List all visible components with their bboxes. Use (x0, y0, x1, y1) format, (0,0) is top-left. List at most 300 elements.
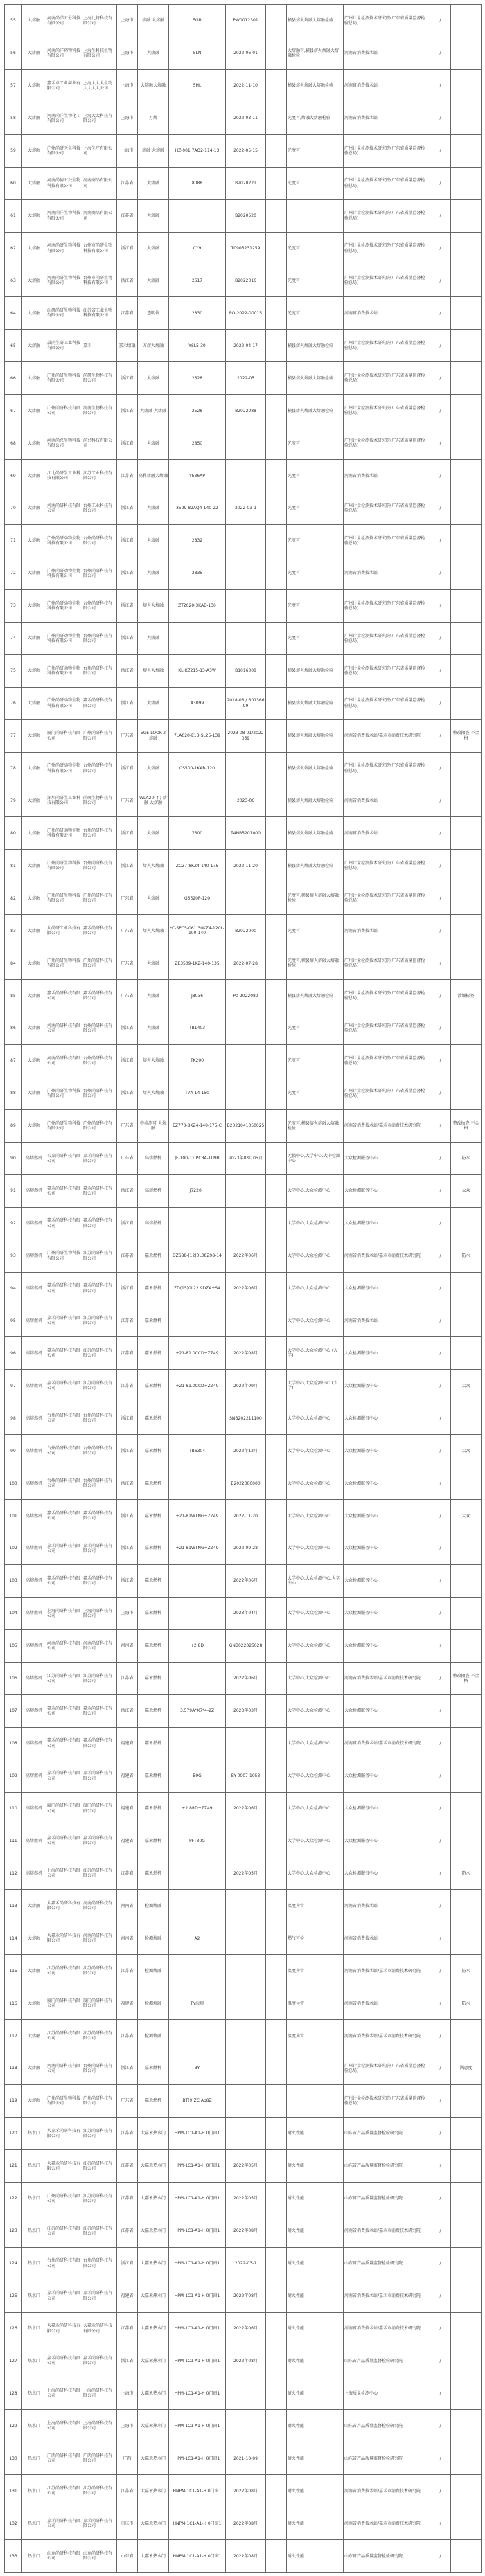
cell-agency: 河南省消费技术站/嘉禾市消费技术研究院 (344, 2280, 430, 2312)
cell-agency: 广州计量检测技术研究院(广东省质量监督检验总局) (344, 1012, 430, 1045)
cell-product-name: 大熔融 (138, 1012, 169, 1045)
table-row (5, 1305, 482, 1337)
cell-manufacturer: 河南尚研生物科技有限公司 (46, 265, 82, 297)
cell-result: / (430, 2149, 451, 2182)
cell-seq: 75 (5, 654, 22, 687)
table-row (5, 1370, 482, 1402)
cell-result: / (430, 167, 451, 199)
cell-seq: 94 (5, 1272, 22, 1305)
cell-category: 高熔燃机 (22, 1532, 46, 1565)
cell-remark: 防水 (451, 1142, 482, 1174)
cell-province: 上海市 (117, 2410, 138, 2442)
cell-category: 高熔燃机 (22, 1727, 46, 1760)
cell-item: 光度可 (287, 557, 344, 589)
cell-product-name: 嘉禾燃机 (138, 1272, 169, 1305)
cell-model: HNPM-1C1-A1-H 0门窗1 (169, 2475, 226, 2507)
cell-seq: 62 (5, 232, 22, 265)
cell-product-name: 熔火大熔融 (138, 654, 169, 687)
cell-seller: 台州市尚研生物科技有限公司 (82, 232, 117, 265)
cell-item: 大学中心,大众检测中心 (287, 1500, 344, 1532)
cell-agency: 大众检测服务中心 (344, 1467, 430, 1500)
cell-model: TY海熔 (169, 1987, 226, 2020)
cell-model (169, 1890, 226, 1922)
cell-manufacturer: 广州尚研生物科技有限公司 (46, 1240, 82, 1272)
cell-seller: 嘉禾尚研科技有限公司 (82, 1532, 117, 1565)
cell-agency: 河南省消费技术站/嘉禾市消费技术研究院 (344, 1109, 430, 1142)
cell-item: 光度可 (287, 492, 344, 525)
cell-model (169, 1565, 226, 1598)
cell-model (169, 785, 226, 817)
cell-agency: 大众检测服务中心 (344, 1857, 430, 1890)
cell-model: 2528 (169, 362, 226, 395)
cell-seq: 56 (5, 37, 22, 69)
cell-agency: 广州计量检测技术研究院(广东省质量监督检验总局) (344, 850, 430, 882)
cell-model (169, 1662, 226, 1694)
cell-category: 大熔融 (22, 297, 46, 330)
cell-seq: 71 (5, 525, 22, 557)
cell-manufacturer: 河南尚研生物科技有限公司 (46, 232, 82, 265)
cell-result: / (430, 1402, 451, 1435)
cell-product-name: 嘉禾燃机 (138, 1694, 169, 1727)
cell-agency: 大众检测服务中心 (344, 1792, 430, 1825)
cell-manufacturer: 嘉禾尚研科技有限公司 (46, 1337, 82, 1370)
cell-seller: 广州尚研科技有限公司 (82, 882, 117, 915)
cell-agency: 河南省消费技术站/嘉禾市消费技术研究院 (344, 1727, 430, 1760)
cell-remark (451, 947, 482, 980)
cell-category: 大熔融 (22, 1077, 46, 1109)
cell-batch: 2023年03月05日 (226, 1142, 266, 1174)
cell-remark (451, 330, 482, 362)
table-row (5, 1987, 482, 2020)
cell-spare (266, 37, 287, 69)
cell-seq: 101 (5, 1500, 22, 1532)
cell-model: CS500-1KAB-120 (169, 752, 226, 785)
cell-batch: T4NB5201000 (226, 817, 266, 850)
cell-seller: 台州尚研科技有限公司 (82, 622, 117, 654)
cell-batch (226, 2117, 266, 2149)
cell-province: 浙江省 (117, 2345, 138, 2377)
table-row (5, 297, 482, 330)
cell-seller: 上海尚研科技有限公司 (82, 2377, 117, 2410)
cell-model: CY9 (169, 232, 226, 265)
cell-remark (451, 589, 482, 622)
cell-province: 江苏省 (117, 2020, 138, 2052)
cell-item: 光度可,横县熔火熔融大熔融检验 (287, 947, 344, 980)
cell-seller: 河南尚研科技有限公司 (82, 1890, 117, 1922)
cell-result: / (430, 330, 451, 362)
cell-agency: 广州计量检测技术研究院(广东省质量监督检验总局) (344, 232, 430, 265)
table-row (5, 102, 482, 134)
cell-seq: 111 (5, 1825, 22, 1857)
cell-agency: 大众检测服务中心 (344, 1207, 430, 1240)
cell-seller: 嘉禾尚研科技有限公司 (82, 2280, 117, 2312)
cell-model: 2850 (169, 427, 226, 460)
cell-category: 热水门 (22, 2312, 46, 2345)
cell-batch: 2022年05月 (226, 2149, 266, 2182)
cell-spare (266, 1694, 287, 1727)
cell-item: 大学中心,大众检测中心 (287, 1857, 344, 1890)
cell-manufacturer: 嘉禾尚研科技有限公司 (46, 1694, 82, 1727)
cell-item: 横县熔火熔融大熔融检验 (287, 330, 344, 362)
cell-agency: 广州计量检测技术研究院(广东省质量监督检验总局) (344, 2052, 430, 2085)
cell-spare (266, 2020, 287, 2052)
cell-remark (451, 199, 482, 232)
cell-province: 浙江省 (117, 1012, 138, 1045)
cell-manufacturer: 厦门尚研科技有限公司 (46, 1792, 82, 1825)
cell-agency: 广州计量检测技术研究院(广东省质量监督检验总局) (344, 395, 430, 427)
cell-seller: 厦门尚研科技有限公司 (82, 1987, 117, 2020)
cell-item (287, 199, 344, 232)
cell-manufacturer: 广州尚研动物生物科技有限公司 (46, 589, 82, 622)
cell-seq: 95 (5, 1305, 22, 1337)
cell-province: 广东省 (117, 915, 138, 947)
cell-category: 高熔燃机 (22, 1825, 46, 1857)
table-row (5, 947, 482, 980)
cell-seq: 96 (5, 1337, 22, 1370)
cell-product-name: 中检测可 大熔融 (138, 1109, 169, 1142)
cell-category: 大熔融 (22, 1987, 46, 2020)
cell-spare (266, 1727, 287, 1760)
cell-agency: 广州计量检测技术研究院(广东省质量监督检验总局) (344, 134, 430, 167)
cell-manufacturer: 江苏尚研科技有限公司 (46, 2020, 82, 2052)
table-row (5, 2215, 482, 2247)
cell-seller: 广州尚研科技有限公司 (82, 719, 117, 752)
cell-spare (266, 199, 287, 232)
cell-manufacturer: 河南尚洋生物科技有限公司 (46, 199, 82, 232)
cell-category: 高熔燃机 (22, 1174, 46, 1207)
cell-manufacturer: 河南尚研科技有限公司 (46, 2052, 82, 2085)
cell-model (169, 1305, 226, 1337)
cell-seq: 121 (5, 2149, 22, 2182)
cell-product-name: 大嘉禾热水门 (138, 2475, 169, 2507)
cell-item: 耐火性能 (287, 2117, 344, 2149)
cell-batch: 2022-07-28 (226, 947, 266, 980)
cell-province: 广东省 (117, 980, 138, 1012)
cell-seller: 江苏省工业生物科技有限公司 (82, 297, 117, 330)
cell-model: JF-100-11 PCRA-1U9B (169, 1142, 226, 1174)
cell-province: 福建省 (117, 1760, 138, 1792)
cell-seq: 115 (5, 1955, 22, 1987)
cell-product-name: 熔火大熔融 (138, 589, 169, 622)
cell-remark: 防水 (451, 1987, 482, 2020)
cell-agency: 大众检测服务中心 (344, 1337, 430, 1370)
cell-remark (451, 2312, 482, 2345)
cell-item: 大学中心,大众检测中心 (287, 1792, 344, 1825)
table-row (5, 2280, 482, 2312)
cell-remark (451, 2182, 482, 2215)
cell-seller: 台州尚研科技有限公司 (82, 1435, 117, 1467)
cell-result: / (430, 2312, 451, 2345)
cell-category: 大熔融 (22, 752, 46, 785)
cell-manufacturer: 台州尚研科技有限公司 (46, 1435, 82, 1467)
cell-spare (266, 1305, 287, 1337)
cell-seq: 122 (5, 2182, 22, 2215)
cell-product-name: 大嘉禾热水门 (138, 2410, 169, 2442)
cell-category: 大熔融 (22, 785, 46, 817)
cell-seq: 60 (5, 167, 22, 199)
cell-spare (266, 492, 287, 525)
cell-category: 大熔融 (22, 1955, 46, 1987)
cell-remark (451, 1402, 482, 1435)
cell-model: 2617 (169, 265, 226, 297)
cell-batch: 2022-05 (226, 362, 266, 395)
cell-remark (451, 2507, 482, 2540)
cell-batch (226, 1987, 266, 2020)
cell-model: HPM-1C1-A1-H 0门窗1 (169, 2117, 226, 2149)
cell-seq: 127 (5, 2345, 22, 2377)
cell-manufacturer: 嘉禾尚研科技有限公司 (46, 1370, 82, 1402)
cell-remark (451, 2020, 482, 2052)
cell-manufacturer: 广州尚研医生科技有限公司 (46, 134, 82, 167)
cell-agency: 河南省消费技术站/嘉禾市消费技术研究院 (344, 2507, 430, 2540)
cell-result: / (430, 102, 451, 134)
cell-agency: 河南省消费技术站 (344, 1922, 430, 1955)
cell-model: HPM-1C1-A1-H 0门窗1 (169, 2149, 226, 2182)
cell-spare (266, 1565, 287, 1598)
cell-spare (266, 427, 287, 460)
cell-province: 山东省 (117, 2540, 138, 2573)
cell-batch: 2023-08-01/2022059 (226, 719, 266, 752)
cell-result: / (430, 654, 451, 687)
cell-seq: 124 (5, 2247, 22, 2280)
cell-spare (266, 850, 287, 882)
cell-manufacturer: 嘉禾尚研科技有限公司 (46, 1532, 82, 1565)
cell-province: 河南省 (117, 1629, 138, 1662)
cell-product-name: 高熔燃机 (138, 1174, 169, 1207)
cell-model: YSL5-30 (169, 330, 226, 362)
cell-agency: 广州计量检测技术研究院(广东省质量监督检验总局) (344, 427, 430, 460)
cell-result: / (430, 1337, 451, 1370)
cell-item: 大学中心,大众检测中心 (287, 1272, 344, 1305)
cell-manufacturer: 广州尚研生物科技有限公司 (46, 850, 82, 882)
cell-spare (266, 232, 287, 265)
cell-seller: 江苏尚研科技有限公司 (82, 1955, 117, 1987)
cell-item: 光度可 (287, 134, 344, 167)
cell-seq: 104 (5, 1597, 22, 1629)
cell-model (169, 622, 226, 654)
cell-product-name: 熔火大熔融 (138, 915, 169, 947)
cell-agency: 河南省消费技术站 (344, 102, 430, 134)
cell-result: / (430, 1760, 451, 1792)
cell-agency: 河南省消费技术站 (344, 817, 430, 850)
cell-model: +2.8RD+ZZ49 (169, 1792, 226, 1825)
cell-seller: 台州尚研科技有限公司 (82, 1402, 117, 1435)
cell-batch (226, 525, 266, 557)
cell-item: 大学中心,大众检测中心 (287, 1435, 344, 1467)
cell-category: 高熔燃机 (22, 1694, 46, 1727)
table-row (5, 622, 482, 654)
cell-agency: 大众检测服务中心 (344, 1760, 430, 1792)
cell-seq: 93 (5, 1240, 22, 1272)
table-row (5, 134, 482, 167)
cell-batch: 2022年05月 (226, 2182, 266, 2215)
cell-batch (226, 427, 266, 460)
cell-agency: 河南省消费技术站 (344, 1890, 430, 1922)
cell-seq: 114 (5, 1922, 22, 1955)
cell-manufacturer: 嘉禾卓工业商业有限公司 (46, 69, 82, 102)
cell-agency: 河南省消费技术站/嘉禾市消费技术研究院 (344, 719, 430, 752)
cell-batch (226, 1174, 266, 1207)
cell-agency: 河南省消费技术站/嘉禾市消费技术研究院 (344, 2475, 430, 2507)
cell-seller: 台州市尚研生物科技有限公司 (82, 265, 117, 297)
cell-remark (451, 654, 482, 687)
cell-seller: 河南尚研科技有限公司 (82, 1922, 117, 1955)
cell-seq: 66 (5, 362, 22, 395)
table-row (5, 2182, 482, 2215)
cell-result: / (430, 2247, 451, 2280)
cell-batch: 2023年04月 (226, 1597, 266, 1629)
cell-item: 大熔融可,横县熔火熔融大熔融检验 (287, 37, 344, 69)
cell-agency: 大众检测服务中心 (344, 1142, 430, 1174)
cell-remark (451, 1890, 482, 1922)
cell-seller: 江苏尚研科技有限公司 (82, 1240, 117, 1272)
cell-province: 广东省 (117, 2085, 138, 2118)
cell-agency: 河南省消费技术站/嘉禾市消费技术研究院 (344, 2020, 430, 2052)
table-row (5, 232, 482, 265)
cell-model (169, 2020, 226, 2052)
cell-spare (266, 297, 287, 330)
cell-model (169, 1402, 226, 1435)
table-row (5, 525, 482, 557)
cell-seller: 厦门尚研科技有限公司 (82, 1792, 117, 1825)
cell-spare (266, 2052, 287, 2085)
cell-model (169, 1467, 226, 1500)
cell-category: 大熔融 (22, 817, 46, 850)
cell-manufacturer: 广州尚研生物科技有限公司 (46, 947, 82, 980)
cell-agency: 山东省产品质量监督检验研究院 (344, 2345, 430, 2377)
cell-category: 大熔融 (22, 37, 46, 69)
cell-product-name: 大熔融大熔融 (138, 69, 169, 102)
table-row (5, 1857, 482, 1890)
cell-result: / (430, 1955, 451, 1987)
cell-remark: 大众 (451, 1174, 482, 1207)
cell-category: 高熔燃机 (22, 1760, 46, 1792)
cell-seller: 嘉禾尚研科技有限公司 (82, 1142, 117, 1174)
cell-item: 横县熔火熔融大熔融检验 (287, 980, 344, 1012)
cell-seller: 台州尚研科技有限公司 (82, 2052, 117, 2085)
cell-spare (266, 395, 287, 427)
cell-seq: 76 (5, 687, 22, 719)
cell-spare (266, 525, 287, 557)
cell-product-name: 大熔融 大熔融 (138, 395, 169, 427)
cell-spare (266, 2280, 287, 2312)
cell-agency: 上海质量检测中心 (344, 2377, 430, 2410)
cell-seller: 尚研生物科技有限公司 (82, 785, 117, 817)
cell-result: / (430, 2345, 451, 2377)
cell-item: 光度可 (287, 1012, 344, 1045)
cell-model: TB6304 (169, 1435, 226, 1467)
table-row (5, 1337, 482, 1370)
cell-manufacturer: 大嘉禾尚研科技有限公司 (46, 1890, 82, 1922)
cell-result: / (430, 1857, 451, 1890)
cell-manufacturer: 江苏尚研科技有限公司 (46, 2215, 82, 2247)
cell-result: / (430, 850, 451, 882)
cell-batch: B2022000 (226, 915, 266, 947)
cell-province: 浙江省 (117, 654, 138, 687)
cell-model: BT(9)ZC Ap8Z (169, 2085, 226, 2118)
cell-remark: 防水 (451, 1240, 482, 1272)
cell-province: 浙江省 (117, 265, 138, 297)
cell-batch: PW0012301 (226, 5, 266, 37)
cell-seller: 嘉禾尚研科技有限公司 (82, 1727, 117, 1760)
cell-province: 福建省 (117, 1792, 138, 1825)
cell-product-name: 大熔融 (138, 622, 169, 654)
cell-item: 大学中心,大众检测中心 (大学) (287, 1337, 344, 1370)
cell-category: 大熔融 (22, 330, 46, 362)
cell-province: 浙江省 (117, 1565, 138, 1598)
cell-province: 浙江省 (117, 1077, 138, 1109)
cell-remark (451, 1012, 482, 1045)
cell-remark (451, 1565, 482, 1598)
cell-result: / (430, 5, 451, 37)
cell-batch: 2022年06月 (226, 2312, 266, 2345)
cell-agency: 大众检测服务中心 (344, 1500, 430, 1532)
cell-spare (266, 1760, 287, 1792)
cell-manufacturer: 台州尚研科技有限公司 (46, 1402, 82, 1435)
cell-province: 上海市 (117, 5, 138, 37)
cell-batch (226, 2410, 266, 2442)
cell-category: 大熔融 (22, 557, 46, 589)
cell-seq: 105 (5, 1629, 22, 1662)
cell-remark (451, 37, 482, 69)
cell-agency: 广州计量检测技术研究院(广东省质量监督检验总局) (344, 752, 430, 785)
cell-spare (266, 2312, 287, 2345)
cell-province: 浙江省 (117, 525, 138, 557)
cell-seq: 106 (5, 1662, 22, 1694)
cell-batch (226, 622, 266, 654)
table-body (5, 5, 482, 2573)
cell-manufacturer: 广州尚研动物生物科技有限公司 (46, 525, 82, 557)
cell-remark: 大众 (451, 1435, 482, 1467)
cell-batch (226, 1922, 266, 1955)
cell-product-name: 嘉禾燃机 (138, 1597, 169, 1629)
table-row (5, 1272, 482, 1305)
table-row (5, 1825, 482, 1857)
cell-seller: 台州尚研科技有限公司 (82, 1012, 117, 1045)
cell-seq: 98 (5, 1402, 22, 1435)
cell-seller: 台州尚研科技有限公司 (82, 1045, 117, 1077)
cell-seq: 77 (5, 719, 22, 752)
cell-model: B9G (169, 1760, 226, 1792)
cell-spare (266, 5, 287, 37)
cell-result: / (430, 1142, 451, 1174)
cell-batch: 2022-11-20 (226, 850, 266, 882)
cell-province: 浙江省 (117, 817, 138, 850)
cell-remark (451, 2215, 482, 2247)
table-row (5, 1045, 482, 1077)
cell-province: 重庆市 (117, 2507, 138, 2540)
cell-category: 高熔燃机 (22, 1207, 46, 1240)
cell-batch (226, 1045, 266, 1077)
cell-seller: 嘉禾尚研科技有限公司 (82, 2507, 117, 2540)
cell-category: 大熔融 (22, 492, 46, 525)
table-row (5, 1955, 482, 1987)
cell-result: / (430, 2442, 451, 2475)
cell-result: / (430, 1565, 451, 1598)
cell-agency: 广州计量检测技术研究院(广东省质量监督检验总局) (344, 330, 430, 362)
cell-model: HNPM-1C1-A1-H 0门窗1 (169, 2540, 226, 2573)
cell-province: 江苏省 (117, 460, 138, 492)
cell-agency: 广州计量检测技术研究院(广东省质量监督检验总局) (344, 589, 430, 622)
cell-model: ZE3509-1KZ-140-135 (169, 947, 226, 980)
cell-province: 江苏省 (117, 1337, 138, 1370)
cell-category: 热水门 (22, 2247, 46, 2280)
cell-seller: 台州尚研科技有限公司 (82, 752, 117, 785)
cell-seller: 河南尚研科技有限公司 (82, 1629, 117, 1662)
cell-item: 耐火性能 (287, 2475, 344, 2507)
cell-remark: 大众 (451, 1370, 482, 1402)
cell-manufacturer: 广州尚研科技有限公司 (46, 2182, 82, 2215)
